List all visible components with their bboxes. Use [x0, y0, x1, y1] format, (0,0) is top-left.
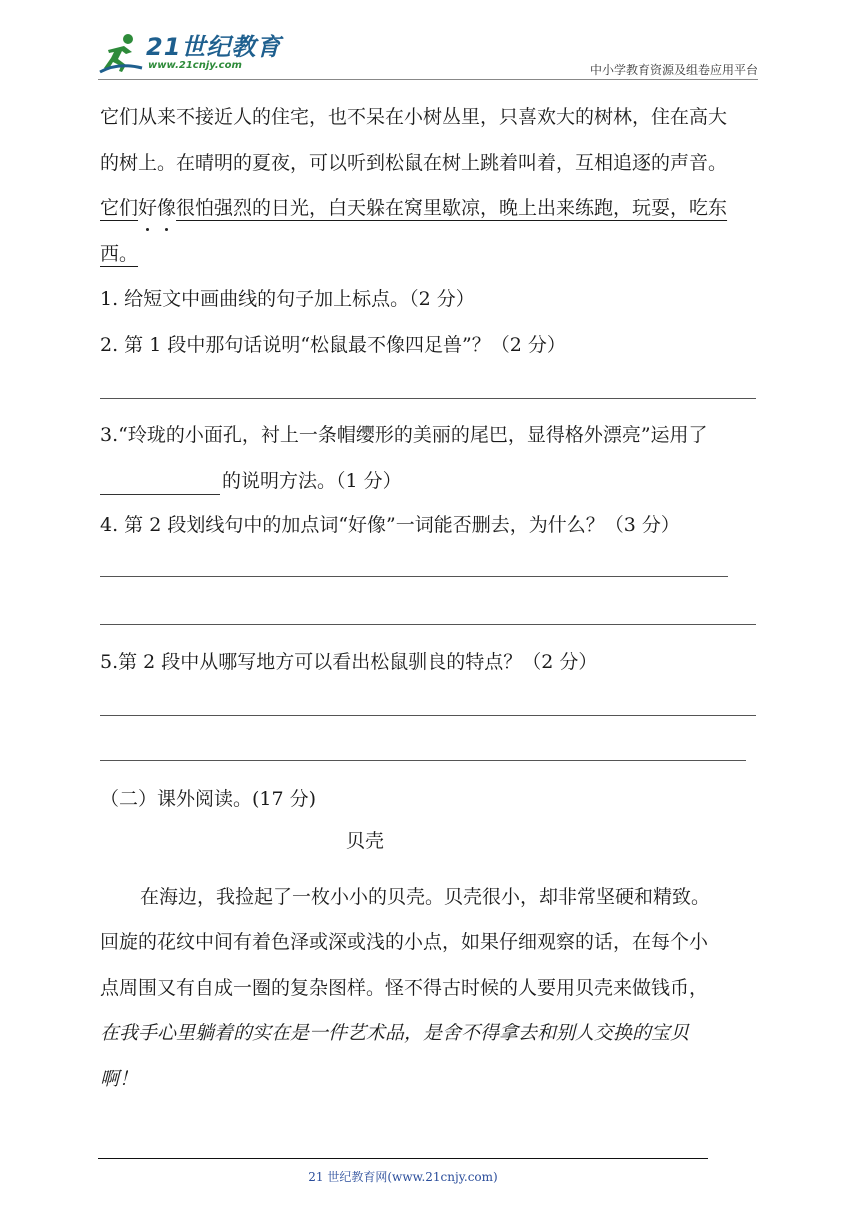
article-line-2: 回旋的花纹中间有着色泽或深或浅的小点，如果仔细观察的话，在每个小: [100, 931, 709, 953]
article-line-4-italic: 在我手心里躺着的实在是一件艺术品，是舍不得拿去和别人交换的宝贝: [100, 1022, 690, 1044]
article-line-1: 在海边，我捡起了一枚小小的贝壳。贝壳很小，却非常坚硬和精致。: [140, 886, 711, 908]
passage-line-3-post: 很怕强烈的日光，白天躲在窝里歇凉，晚上出来练跑，玩耍，吃东: [176, 197, 728, 219]
question-4: 4. 第 2 段划线句中的加点词“好像”一词能否删去，为什么？（3 分）: [100, 514, 680, 536]
answer-line-q5-1[interactable]: [100, 715, 756, 716]
article-title: 贝壳: [345, 830, 384, 852]
answer-line-q5-2[interactable]: [100, 760, 746, 761]
question-1: 1. 给短文中画曲线的句子加上标点。（2 分）: [100, 288, 475, 310]
passage-line-3-pre: 它们: [100, 197, 139, 219]
article-line-3: 点周围又有自成一圈的复杂图样。怪不得古时候的人要用贝壳来做钱币，: [100, 977, 709, 999]
page-header: [98, 28, 758, 80]
page-footer[interactable]: 21 世纪教育网(www.21cnjy.com): [308, 1170, 498, 1184]
answer-line-q4-2[interactable]: [100, 624, 756, 625]
article-line-5-italic: 啊！: [100, 1068, 139, 1090]
question-3-line-1: 3.“玲珑的小面孔，衬上一条帽缨形的美丽的尾巴，显得格外漂亮”运用了: [100, 424, 708, 446]
answer-line-q4-1[interactable]: [100, 576, 728, 577]
passage-line-4-underlined: 西。: [100, 243, 139, 265]
runner-logo-icon: [98, 32, 144, 76]
question-2: 2. 第 1 段中那句话说明“松鼠最不像四足兽”？（2 分）: [100, 334, 566, 356]
dotted-char-1: 好: [138, 195, 157, 222]
question-3-line-2: [100, 468, 402, 495]
site-logo: [98, 32, 282, 76]
logo-title: 21世纪教育: [146, 33, 282, 61]
question-3-suffix: 的说明方法。（1 分）: [222, 470, 402, 492]
section-2-heading: （二）课外阅读。(17 分): [100, 788, 317, 810]
dotted-char-2: 像: [157, 195, 176, 222]
footer-divider: [98, 1158, 708, 1159]
logo-url: www.21cnjy.com: [148, 60, 242, 71]
passage-line-1: 它们从来不接近人的住宅，也不呆在小树丛里，只喜欢大的树林，住在高大: [100, 106, 728, 128]
question-5: 5.第 2 段中从哪写地方可以看出松鼠驯良的特点？（2 分）: [100, 651, 598, 673]
fill-in-blank-q3[interactable]: [100, 474, 220, 495]
passage-line-2: 的树上。在晴明的夏夜，可以听到松鼠在树上跳着叫着，互相追逐的声音。: [100, 152, 728, 174]
answer-line-q2[interactable]: [100, 398, 756, 399]
header-divider: [98, 79, 758, 80]
platform-name: 中小学教育资源及组卷应用平台: [589, 63, 758, 77]
passage-line-3-underlined: [100, 195, 727, 222]
